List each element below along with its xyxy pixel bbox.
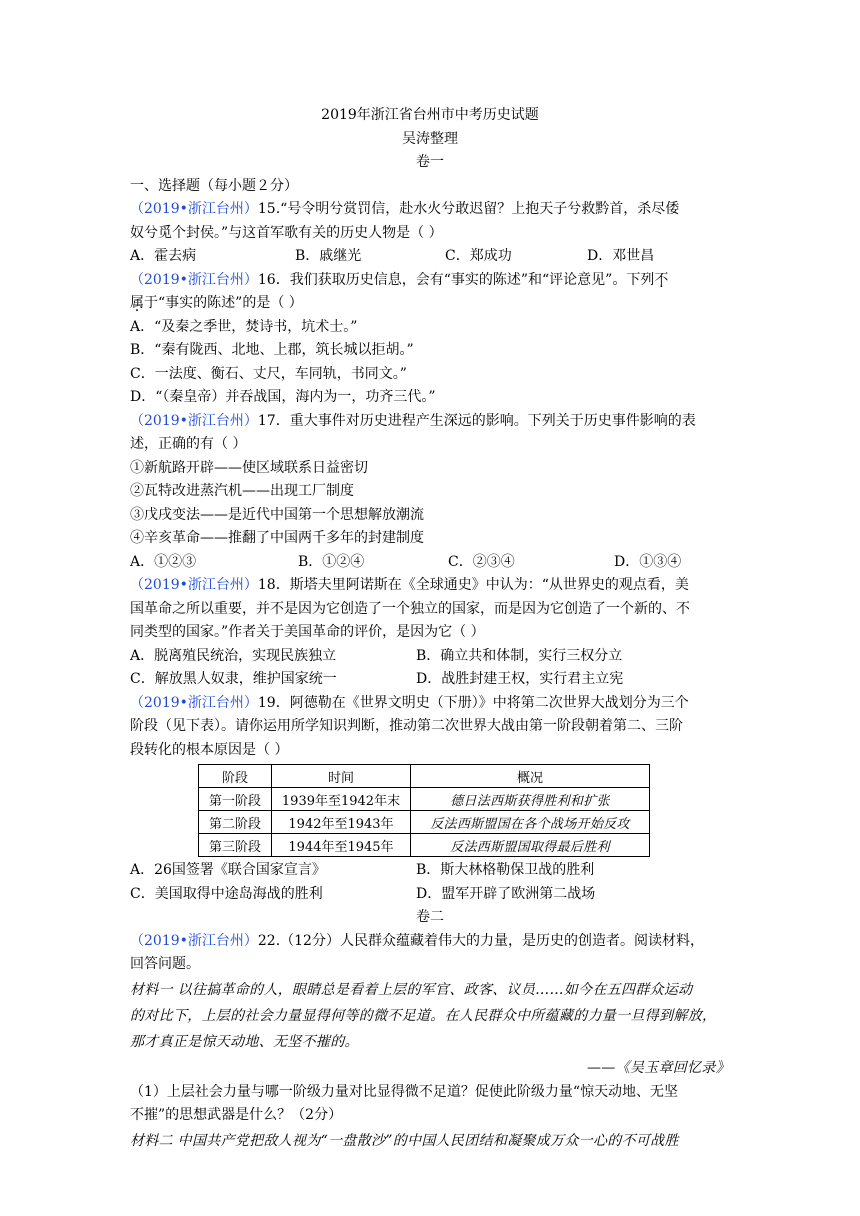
volume-two-heading: 卷二 — [416, 909, 444, 925]
material-one-line2: 的对比下，上层的社会力量显得何等的微不足道。在人民群众中所蕴藏的力量一旦得到解放， — [130, 1007, 717, 1024]
question-16 — [130, 269, 730, 410]
q16-emphasis-shu: 属 — [130, 295, 144, 311]
table-cell: 1944年至1945年 — [272, 834, 411, 857]
source-tag: （2019•浙江台州） — [130, 201, 258, 217]
q16-stem-line2: 于“事实的陈述”的是（ ） — [144, 295, 303, 311]
q19-stem-line2: 阶段（见下表）。请你运用所学知识判断，推动第二次世界大战由第一阶段朝着第二、三阶 — [130, 718, 683, 734]
q18-option-d: D．战胜封建王权，实行君主立宪 — [416, 671, 624, 687]
sub-question-1-line2: 不摧”的思想武器是什么？（2分） — [130, 1107, 343, 1123]
q19-option-d: D．盟军开辟了欧洲第二战场 — [416, 885, 596, 902]
q15-options — [130, 245, 730, 269]
source-tag: （2019•浙江台州） — [130, 412, 258, 429]
q17-item-4: ④辛亥革命——推翻了中国两千多年的封建制度 — [130, 530, 424, 546]
material-one-source: ——《吴玉章回忆录》 — [587, 1059, 730, 1076]
table-row — [199, 811, 650, 834]
table-header-cell: 阶段 — [199, 765, 272, 788]
q19-option-a: A．26国签署《联合国家宣言》 — [130, 862, 326, 878]
q15-stem-line1: 15.“号令明兮赏罚信，赴水火兮敢迟留？上抱天子兮救黔首，杀尽倭 — [257, 201, 680, 217]
question-22 — [130, 930, 730, 1154]
q17-option-c: C．②③④ — [448, 553, 515, 570]
table-row — [199, 788, 650, 811]
source-tag: （2019•浙江台州） — [130, 694, 258, 711]
q18-stem-line1: 18．斯塔夫里阿诺斯在《全球通史》中认为：“从世界史的观点看，美 — [257, 577, 689, 593]
exam-author: 吴涛整理 — [402, 130, 458, 147]
table-cell: 第一阶段 — [199, 788, 272, 811]
table-row — [199, 834, 650, 857]
question-15 — [130, 198, 730, 269]
q16-emphasis-bu: 不 — [654, 271, 669, 288]
table-cell: 反法西斯盟国在各个战场开始反攻 — [411, 811, 650, 834]
table-header-cell: 时间 — [272, 765, 411, 788]
q19-stem-line3: 段转化的根本原因是（ ） — [130, 741, 289, 758]
table-cell: 第三阶段 — [199, 834, 272, 857]
table-cell: 反法西斯盟国取得最后胜利 — [411, 834, 650, 857]
source-tag: （2019•浙江台州） — [130, 577, 258, 593]
q17-option-b: B．①②④ — [298, 553, 365, 570]
table-header-row — [199, 765, 650, 788]
q18-option-c: C．解放黑人奴隶，维护国家统一 — [130, 671, 337, 687]
q16-stem-line1: 16．我们获取历史信息，会有“事实的陈述”和“评论意见”。下列 — [257, 271, 655, 288]
q19-options-row1 — [130, 859, 730, 883]
q17-item-2: ②瓦特改进蒸汽机——出现工厂制度 — [130, 483, 354, 499]
q17-option-d: D．①③④ — [614, 553, 682, 570]
table-header-cell: 概况 — [411, 765, 650, 788]
q18-stem-line2: 国革命之所以重要，并不是因为它创造了一个独立的国家，而是因为它创造了一个新的、不 — [130, 600, 690, 617]
q19-options-row2 — [130, 883, 730, 907]
q16-option-a: A．“及秦之季世，焚诗书，坑术士。” — [130, 318, 358, 335]
material-two-line1: 材料二 中国共产党把敌人视为“一盘散沙”的中国人民团结和凝聚成万众一心的不可战胜 — [130, 1132, 679, 1149]
q15-option-c: C．郑成功 — [445, 248, 512, 264]
q19-stem-line1: 19．阿德勒在《世界文明史（下册）》中将第二次世界大战划分为三个 — [257, 694, 689, 711]
q16-option-b: B．“秦有陇西、北地、上郡，筑长城以拒胡。” — [130, 342, 414, 358]
q18-option-a: A．脱离殖民统治，实现民族独立 — [130, 647, 337, 664]
q15-stem-line2: 奴兮觅个封侯。”与这首军歌有关的历史人物是（ ） — [130, 224, 443, 241]
q19-option-c: C．美国取得中途岛海战的胜利 — [130, 885, 323, 902]
q18-options-row2 — [130, 668, 730, 692]
material-one-line1: 材料一 以往搞革命的人，眼睛总是看着上层的军官、政客、议员……如今在五四群众运动 — [130, 981, 693, 998]
table-cell: 德日法西斯获得胜利和扩张 — [411, 788, 650, 811]
question-17 — [130, 410, 730, 575]
ww2-stages-table — [198, 764, 650, 857]
q16-option-d: D．“（秦皇帝）并吞战国，海内为一，功齐三代。” — [130, 389, 436, 405]
material-one-line3: 那才真正是惊天动地、无坚不摧的。 — [130, 1033, 359, 1050]
volume-one-heading: 卷一 — [416, 154, 444, 170]
sub-question-1-line1: （1）上层社会力量与哪一阶级力量对比显得微不足道？促使此阶级力量“惊天动地、无坚 — [130, 1083, 679, 1100]
q18-stem-line3: 同类型的国家。”作者关于美国革命的评价，是因为它（ ） — [130, 624, 485, 640]
q17-options — [130, 551, 730, 575]
exam-page — [130, 104, 730, 1154]
q18-option-b: B．确立共和体制，实行三权分立 — [416, 647, 623, 664]
q22-stem-line2: 回答问题。 — [130, 956, 200, 972]
q22-stem-line1: 22.（12分）人民群众蕴藏着伟大的力量，是历史的创造者。阅读材料， — [257, 932, 704, 949]
q18-options-row1 — [130, 645, 730, 669]
question-18 — [130, 574, 730, 692]
source-tag: （2019•浙江台州） — [130, 932, 258, 949]
source-tag: （2019•浙江台州） — [130, 271, 258, 288]
table-cell: 1939年至1942年末 — [272, 788, 411, 811]
q19-option-b: B．斯大林格勒保卫战的胜利 — [416, 862, 595, 878]
q15-option-d: D．邓世昌 — [587, 248, 655, 264]
q17-option-a: A．①②③ — [130, 553, 197, 570]
q17-stem-line2: 述，正确的有（ ） — [130, 436, 247, 452]
q15-option-a: A．霍去病 — [130, 248, 197, 264]
q17-item-1: ①新航路开辟——使区域联系日益密切 — [130, 459, 368, 476]
table-cell: 1942年至1943年 — [272, 811, 411, 834]
question-19 — [130, 692, 730, 907]
q16-option-c: C．一法度、衡石、丈尺，车同轨，书同文。” — [130, 365, 407, 382]
q17-stem-line1: 17．重大事件对历史进程产生深远的影响。下列关于历史事件影响的表 — [257, 412, 696, 429]
q15-option-b: B．戚继光 — [295, 248, 362, 264]
q17-item-3: ③戊戌变法——是近代中国第一个思想解放潮流 — [130, 506, 424, 523]
table-cell: 第二阶段 — [199, 811, 272, 834]
exam-title: 2019年浙江省台州市中考历史试题 — [321, 107, 539, 123]
section-heading: 一、选择题（每小题２分） — [130, 177, 298, 194]
